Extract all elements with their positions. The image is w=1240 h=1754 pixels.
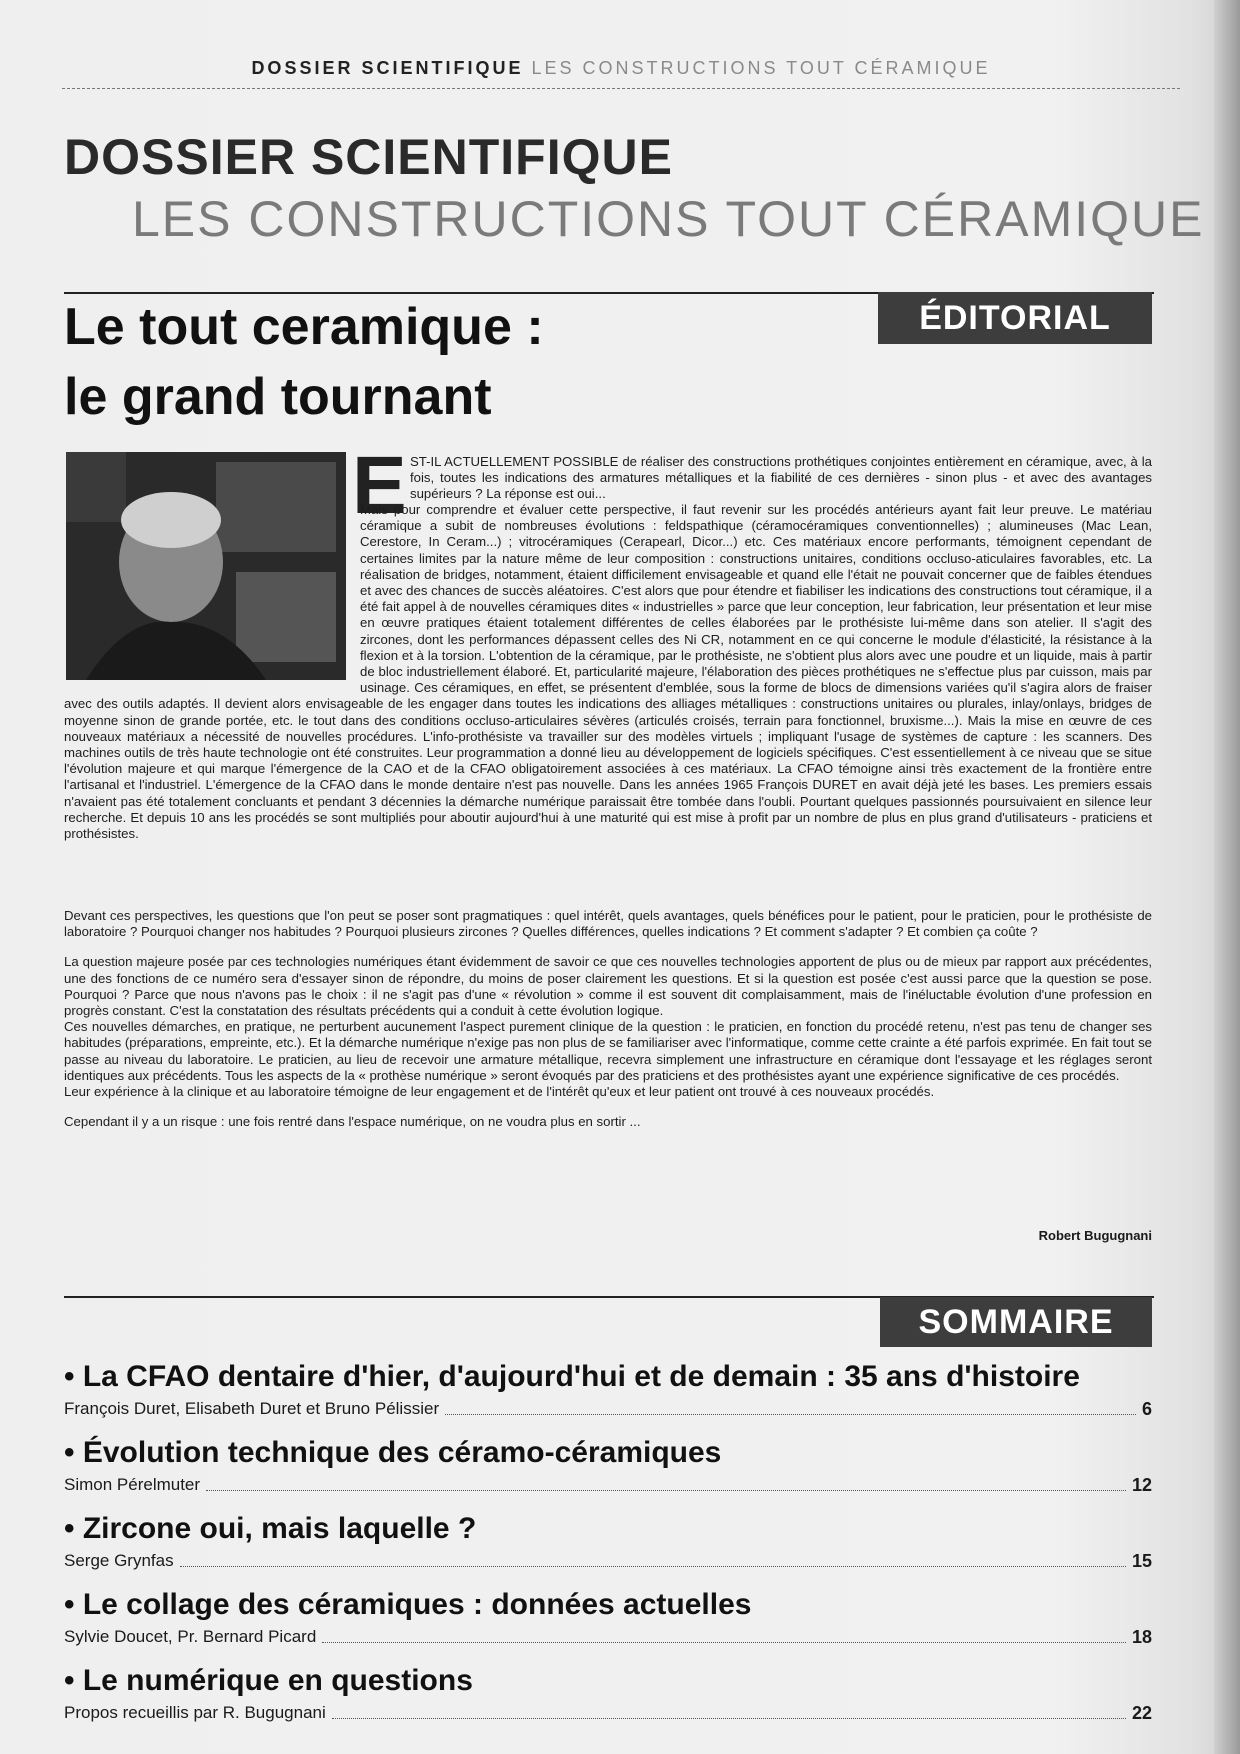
editorial-paragraph-2: Devant ces perspectives, les questions que l'on peut se poser sont pragmatiques : quel intérêt, quels avantages, quels bénéfices pour le patient, pour le praticien, pour le prothésiste de laboratoire ? Pourquoi changer nos habitudes ? Pourquoi plusieurs zircones ? Quelles différences, quelles indications ? Et comment s'adapter ? Et combien ça coûte ? xyxy=(64,908,1152,940)
editorial-title xyxy=(64,292,544,432)
table-of-contents xyxy=(64,1358,1152,1738)
editorial-paragraph-3: La question majeure posée par ces technologies numériques étant évidemment de savoir ce que ces nouvelles technologies apportent de plus ou de mieux par rapport aux précédentes, une des fonctions de ce numéro sera d'essayer sinon de répondre, du moins de poser clairement les questions. Et si la question est posée c'est aussi parce que la question se pose. Pourquoi ? Parce que nous n'avons pas le choix : il ne s'agit pas d'une « révolution » comme il est souvent dit complaisamment, mais de l'inéluctable évolution d'une profession en progrès constant. C'est la constatation des résultats précédents qui a conduit à cette évolution logique. xyxy=(64,954,1152,1019)
photo-float-spacer xyxy=(64,502,360,682)
toc-dot-leader xyxy=(445,1414,1136,1415)
toc-item-authors: Sylvie Doucet, Pr. Bernard Picard xyxy=(64,1627,317,1646)
toc-item-authors: Simon Pérelmuter xyxy=(64,1475,201,1494)
toc-item-title[interactable]: • Zircone oui, mais laquelle ? xyxy=(64,1512,477,1545)
toc-item[interactable] xyxy=(64,1662,1152,1738)
toc-item-page: 22 xyxy=(1131,1703,1152,1723)
editorial-signature: Robert Bugugnani xyxy=(1038,1228,1152,1243)
toc-item[interactable] xyxy=(64,1434,1152,1510)
editorial-body xyxy=(64,908,1152,1144)
toc-item-row xyxy=(64,1398,1152,1420)
toc-dot-leader xyxy=(332,1718,1126,1719)
editorial-paragraph-1-start xyxy=(64,502,1152,842)
toc-item-page: 18 xyxy=(1131,1627,1152,1647)
sommaire-tag: SOMMAIRE xyxy=(880,1297,1152,1347)
toc-item-title[interactable]: • Le collage des céramiques : données actuelles xyxy=(64,1588,752,1621)
editorial-paragraph-5: Leur expérience à la clinique et au laboratoire témoigne de leur engagement et de l'intérêt qu'eux et leur patient ont trouvé à ces nouveaux procédés. xyxy=(64,1084,935,1100)
editorial-intro: ST-IL ACTUELLEMENT POSSIBLE de réaliser des constructions prothétiques conjointes entièrement en céramique, avec, à la fois, toutes les indications des armatures métalliques et la fiabilité de ces dernières - sinon plus - et avec des avantages supérieurs ? La réponse est oui... xyxy=(410,454,1152,502)
toc-item-title[interactable]: • La CFAO dentaire d'hier, d'aujourd'hui et de demain : 35 ans d'histoire xyxy=(64,1360,1080,1393)
toc-item-row xyxy=(64,1550,1152,1572)
editorial-tag: ÉDITORIAL xyxy=(878,292,1152,344)
editorial-paragraph-1: Mais pour comprendre et évaluer cette perspective, il faut revenir sur les procédés antérieurs ayant fait leur preuve. Le matériau céramique a subit de nombreuses évolutions : feldspathique (céramocéramiques conventionnelles) ; alumineuses (Mac Lean, Cerestore, In Ceram...) ; vitrocéramiques (Cerapearl, Dicor...) etc. Ces matériaux encore performants, témoignent cependant de certaines limites par la nature même de leur composition : constructions unitaires, conditions occluso-aticulaires favorables, etc. La réalisation de bridges, notamment, étaient difficilement envisageable et quand elle l'était ne pouvait concerner que de faibles étendues et avec des chances de succès aléatoires. C'est alors que pour étendre et fiabiliser les indications des constructions tout céramique, il a été fait appel à de nouvelles céramiques dites « industrielles » parce que leur conception, leur fabrication, leur présentation et leur mise en œuvre pratiques étaient totalement différentes de celles élaborées par le prothésiste lui-même dans son atelier. Il s'agit des zircones, dont les performances dépassent celles des Ni CR, notamment en ce qui concerne le module d'élasticité, la résistance à la flexion et à la torsion. L'obtention de la céramique, par le prothésiste, ne s'obtient plus alors avec une poudre et un liquide, mais à partir de bloc industriellement élaboré. Et, particularité majeure, l'élaboration des pièces prothétiques ne s'effectue plus par cuisson, mais par usinage. Ces céramiques, en effet, se présentent d'emblée, sous la forme de blocs de dimensions variées qu'il s'agira alors de fraiser avec des outils adaptés. Il devient alors envisageable de les engager dans toutes les indications des alliages métalliques : constructions unitaires ou plurales, inlay/onlays, bridges de moyenne sinon de grande portée, etc. le tout dans des conditions occluso-articulaires sévères (articulés croisés, terrain para fonctionnel, bruxisme...). Mais la mise en œuvre de ces nouveaux matériaux a nécessité de nouvelles procédures. L'info-prothésiste va travailler sur des modèles virtuels ; impliquant l'usage de systèmes de capture : les scanners. Des machines outils de très haute technologie ont été construites. Leur programmation a donné lieu au développement de logiciels spécifiques. C'est essentiellement à ce niveau que se situe l'évolution majeure et qui marque l'émergence de la CAO et de la CFAO obligatoirement associées à ces matériaux. La CFAO témoigne ainsi très exactement de la frontière entre l'artisanal et l'industriel. L'émergence de la CFAO dans le monde dentaire n'est pas nouvelle. Dans les années 1965 François DURET en avait déjà jeté les bases. Les premiers essais n'avaient pas été totalement concluants et pendant 3 décennies la démarche numérique paraissait être tombée dans l'oubli. Pourtant quelques passionnés poursuivaient en silence leur recherche. Et depuis 10 ans les procédés se sont multipliés pour aboutir aujourd'hui à une maturité qui est mise à profit par un nombre de plus en plus grand d'utilisateurs - praticiens et prothésistes. xyxy=(64,502,1152,842)
toc-item[interactable] xyxy=(64,1586,1152,1662)
page-edge-shadow xyxy=(1214,0,1240,1754)
toc-dot-leader xyxy=(322,1642,1126,1643)
toc-item-page: 12 xyxy=(1131,1475,1152,1495)
toc-item-row xyxy=(64,1626,1152,1648)
toc-item-authors: Propos recueillis par R. Bugugnani xyxy=(64,1703,326,1722)
toc-dot-leader xyxy=(180,1566,1126,1567)
toc-item-authors: Serge Grynfas xyxy=(64,1551,174,1570)
toc-item-row xyxy=(64,1474,1152,1496)
toc-item[interactable] xyxy=(64,1358,1152,1434)
editorial-dropcap: E xyxy=(352,440,407,531)
running-head xyxy=(62,58,1180,89)
toc-item-page: 15 xyxy=(1131,1551,1152,1571)
toc-item-title[interactable]: • Évolution technique des céramo-céramiques xyxy=(64,1436,722,1469)
running-head-part2: LES CONSTRUCTIONS TOUT CÉRAMIQUE xyxy=(531,58,991,78)
toc-item-title[interactable]: • Le numérique en questions xyxy=(64,1664,473,1697)
toc-dot-leader xyxy=(206,1490,1126,1491)
toc-item[interactable] xyxy=(64,1510,1152,1586)
editorial-title-line2: le grand tournant xyxy=(64,368,492,426)
toc-item-authors: François Duret, Elisabeth Duret et Bruno Pélissier xyxy=(64,1399,440,1418)
editorial-paragraph-4: Ces nouvelles démarches, en pratique, ne perturbent aucunement l'aspect purement clinique de la question : le praticien, en fonction du procédé retenu, n'est pas tenu de changer ses habitudes (préparations, empreinte, etc.). Et la démarche numérique n'exige pas non plus de se familiariser avec l'informatique, comme cette crainte a été parfois exprimée. En fait tout se passe au niveau du laboratoire. Le praticien, au lieu de recevoir une armature métallique, recevra simplement une infrastructure en céramique dont l'essayage et les réglages seront identiques aux précédents. Tous les aspects de la « prothèse numérique » seront évoqués par des praticiens et des prothésistes ayant une expérience significative de ces procédés. xyxy=(64,1019,1152,1083)
editorial-title-line1: Le tout ceramique : xyxy=(64,298,544,356)
dossier-subtitle: LES CONSTRUCTIONS TOUT CÉRAMIQUE xyxy=(132,191,1205,247)
editorial-paragraph-6: Cependant il y a un risque : une fois rentré dans l'espace numérique, on ne voudra plus en sortir ... xyxy=(64,1114,641,1130)
toc-item-row xyxy=(64,1702,1152,1724)
dossier-title: DOSSIER SCIENTIFIQUE xyxy=(64,129,673,185)
toc-item-page: 6 xyxy=(1141,1399,1152,1419)
running-head-part1: DOSSIER SCIENTIFIQUE xyxy=(251,58,524,78)
